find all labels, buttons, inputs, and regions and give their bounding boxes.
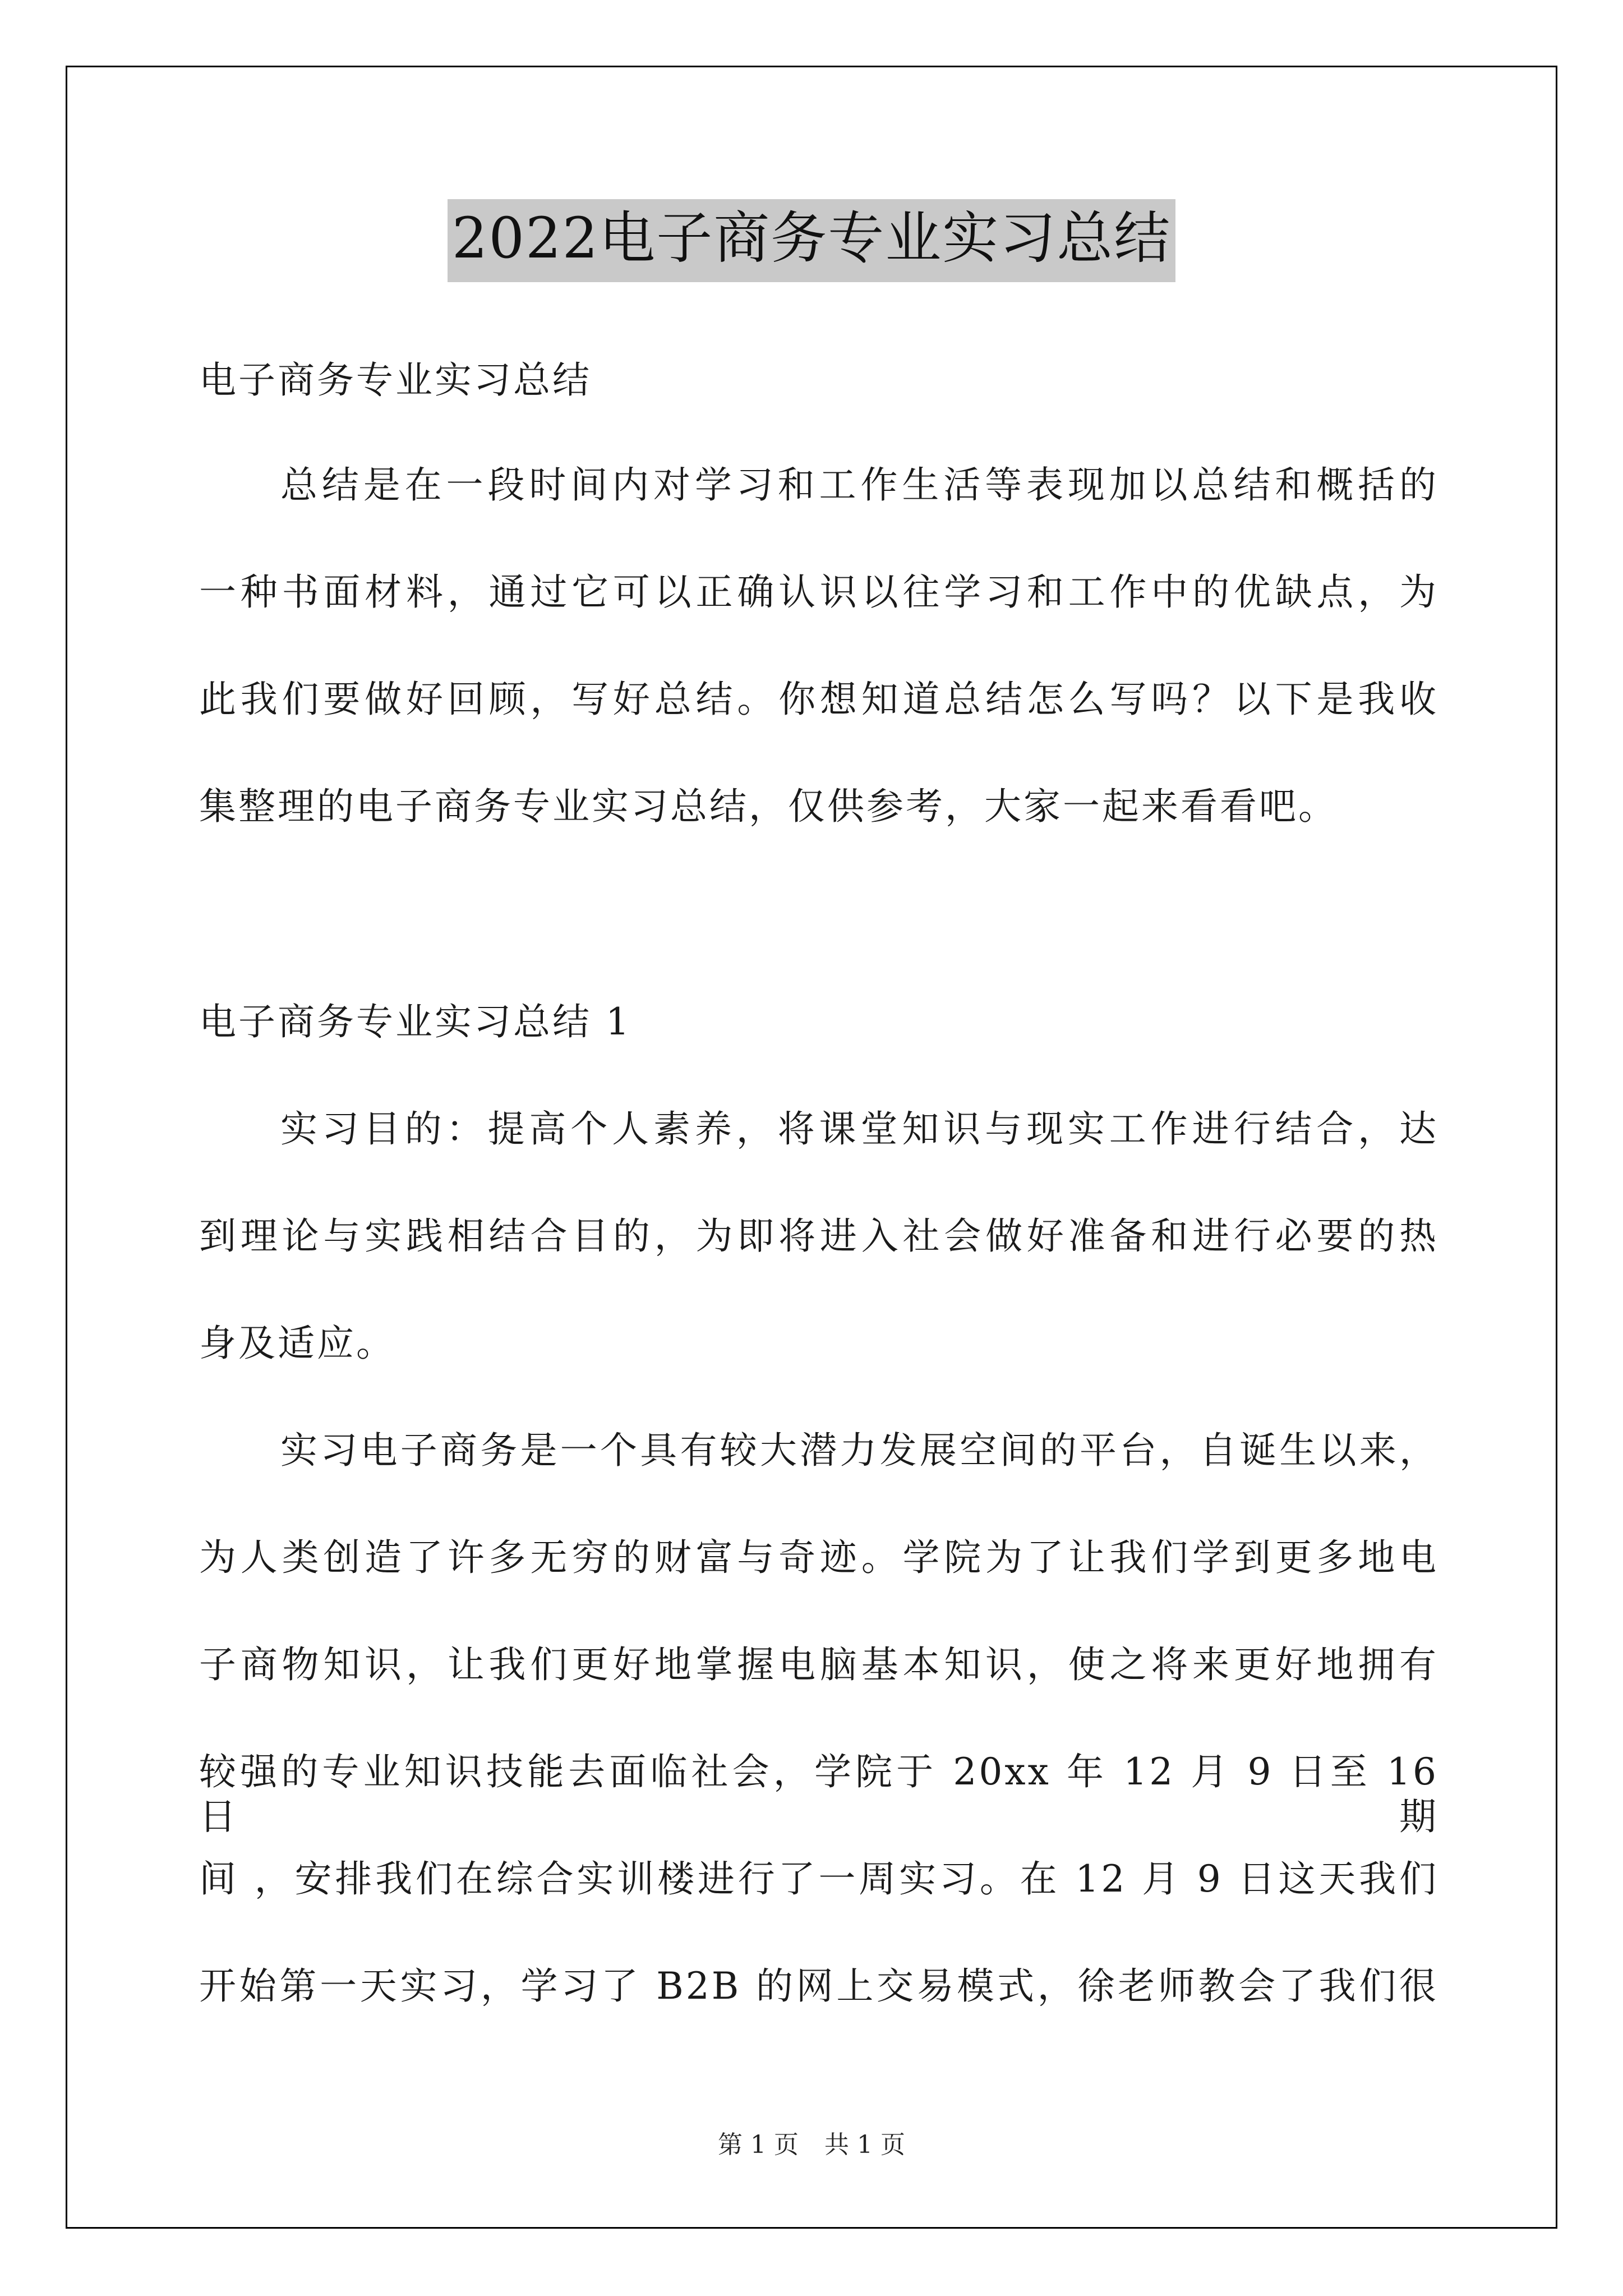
- section-heading: 电子商务专业实习总结 1: [199, 1000, 631, 1043]
- body-line-6: 开始第一天实习，学习了 B2B 的网上交易模式，徐老师教会了我们很: [199, 1964, 1438, 2008]
- title-container: [0, 199, 1623, 282]
- page-total: 共 1 页: [824, 2131, 905, 2159]
- document-subtitle: 电子商务专业实习总结: [199, 358, 592, 402]
- intro-line-4: 集整理的电子商务专业实习总结，仅供参考，大家一起来看看吧。: [199, 785, 1338, 828]
- page-number: 第 1 页: [718, 2131, 799, 2159]
- body-line-5: 间 ，安排我们在综合实训楼进行了一周实习。在 12 月 9 日这天我们: [199, 1857, 1438, 1901]
- body-line-2: 为人类创造了许多无穷的财富与奇迹。学院为了让我们学到更多地电: [199, 1536, 1438, 1579]
- body-line-3: 子商物知识，让我们更好地掌握电脑基本知识，使之将来更好地拥有: [199, 1643, 1438, 1686]
- purpose-line-2: 到理论与实践相结合目的，为即将进入社会做好准备和进行必要的热: [199, 1214, 1438, 1258]
- document-title: 2022电子商务专业实习总结: [448, 199, 1176, 282]
- body-line-4: 较强的专业知识技能去面临社会，学院于 20xx 年 12 月 9 日至 16 日期: [199, 1750, 1438, 1838]
- purpose-line-1: 实习目的：提高个人素养，将课堂知识与现实工作进行结合，达: [280, 1107, 1438, 1151]
- purpose-line-3: 身及适应。: [199, 1322, 395, 1365]
- page-footer: [0, 2129, 1623, 2161]
- intro-line-1: 总结是在一段时间内对学习和工作生活等表现加以总结和概括的: [280, 463, 1438, 507]
- body-line-1: 实习电子商务是一个具有较大潜力发展空间的平台，自诞生以来，: [280, 1429, 1438, 1472]
- intro-line-2: 一种书面材料，通过它可以正确认识以往学习和工作中的优缺点，为: [199, 570, 1438, 614]
- intro-line-3: 此我们要做好回顾，写好总结。你想知道总结怎么写吗？以下是我收: [199, 678, 1438, 721]
